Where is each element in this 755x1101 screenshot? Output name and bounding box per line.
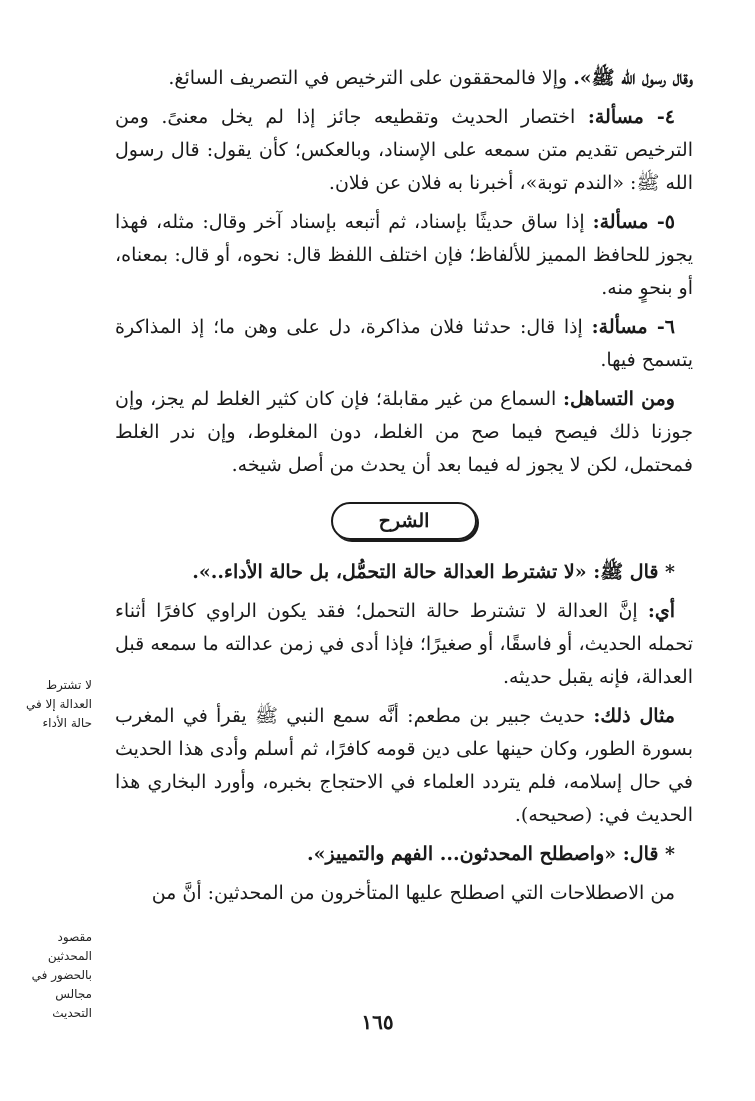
section-heading: الشرح bbox=[331, 502, 478, 540]
paragraph-10-body: من الاصطلاحات التي اصطلح عليها المتأخرون من المحدثين: أنَّ من bbox=[151, 882, 675, 904]
paragraph-3 bbox=[115, 206, 693, 305]
paragraph-6-lead: * قال ﷺ: «لا تشترط العدالة حالة التحمُّل، بل حالة الأداء..». bbox=[192, 561, 675, 583]
paragraph-8-body: حديث جبير بن مطعم: أنَّه سمع النبي ﷺ يقرأ في المغرب بسورة الطور، وكان حينها على دين قومه كافرًا، ثم أسلم وأدى هذا الحديث في حال إسلامه، فلم يتردد العلماء في الاحتجاج بخبره، وأورد البخاري هذا الحديث في: (صحيحه). bbox=[115, 705, 693, 826]
paragraph-4 bbox=[115, 311, 693, 377]
paragraph-1-body: وإلا فالمحققون على الترخيص في التصريف السائغ. bbox=[168, 67, 574, 89]
paragraph-6 bbox=[115, 556, 693, 589]
paragraph-8 bbox=[115, 700, 693, 832]
margin-note-1: لا تشترط العدالة إلا في حالة الأداء bbox=[25, 678, 92, 730]
paragraph-8-lead: مثال ذلك: bbox=[593, 705, 675, 727]
paragraph-5-lead: ومن التساهل: bbox=[562, 388, 675, 410]
paragraph-4-body: إذا قال: حدثنا فلان مذاكرة، دل على وهن ما؛ إذ المذاكرة يتسمح فيها. bbox=[115, 316, 693, 371]
paragraph-3-body: إذا ساق حديثًا بإسناد، ثم أتبعه بإسناد آخر وقال: مثله، فهذا يجوز للحافظ المميز للألفاظ؛ فإن اختلف اللفظ قال: نحوه، أو قال: بمعناه، أو بنحوٍ منه. bbox=[115, 211, 693, 299]
paragraph-1 bbox=[115, 62, 693, 95]
paragraph-9-lead: * قال: «واصطلح المحدثون... الفهم والتمييز». bbox=[307, 843, 675, 865]
paragraph-3-lead: ٥- مسألة: bbox=[592, 211, 676, 233]
paragraph-1-lead: وقال رسول الله ﷺ». bbox=[573, 67, 693, 89]
paragraph-5-body: السماع من غير مقابلة؛ فإن كان كثير الغلط لم يجز، وإن جوزنا ذلك فيصح فيما صح من الغلط، دون المغلوط، وإن ندر الغلط فمحتمل، لكن لا يجوز له فيما بعد أن يحدث من أصل شيخه. bbox=[115, 388, 693, 476]
paragraph-7-lead: أي: bbox=[647, 600, 675, 622]
section-divider bbox=[115, 502, 693, 540]
paragraph-7 bbox=[115, 595, 693, 694]
paragraph-7-body: إنَّ العدالة لا تشترط حالة التحمل؛ فقد يكون الراوي كافرًا أثناء تحمله الحديث، أو فاسقًا، أو صغيرًا؛ فإذا أدى في زمن عدالته ما سمعه قبل العدالة، فإنه يقبل حديثه. bbox=[115, 600, 693, 688]
page-body bbox=[115, 62, 693, 916]
margin-note-2: مقصود المحدثين بالحضور في مجالس التحديث bbox=[31, 930, 92, 1020]
paragraph-4-lead: ٦- مسألة: bbox=[591, 316, 675, 338]
paragraph-5 bbox=[115, 383, 693, 482]
paragraph-9 bbox=[115, 838, 693, 871]
page-number: ١٦٥ bbox=[361, 1010, 394, 1034]
paragraph-10 bbox=[115, 877, 693, 910]
paragraph-2-body: اختصار الحديث وتقطيعه جائز إذا لم يخل معنىً. ومن الترخيص تقديم متن سمعه على الإسناد، وبالعكس؛ كأن يقول: قال رسول الله ﷺ: «الندم توبة»، أخبرنا به فلان عن فلان. bbox=[115, 106, 693, 194]
paragraph-2 bbox=[115, 101, 693, 200]
paragraph-2-lead: ٤- مسألة: bbox=[587, 106, 676, 128]
